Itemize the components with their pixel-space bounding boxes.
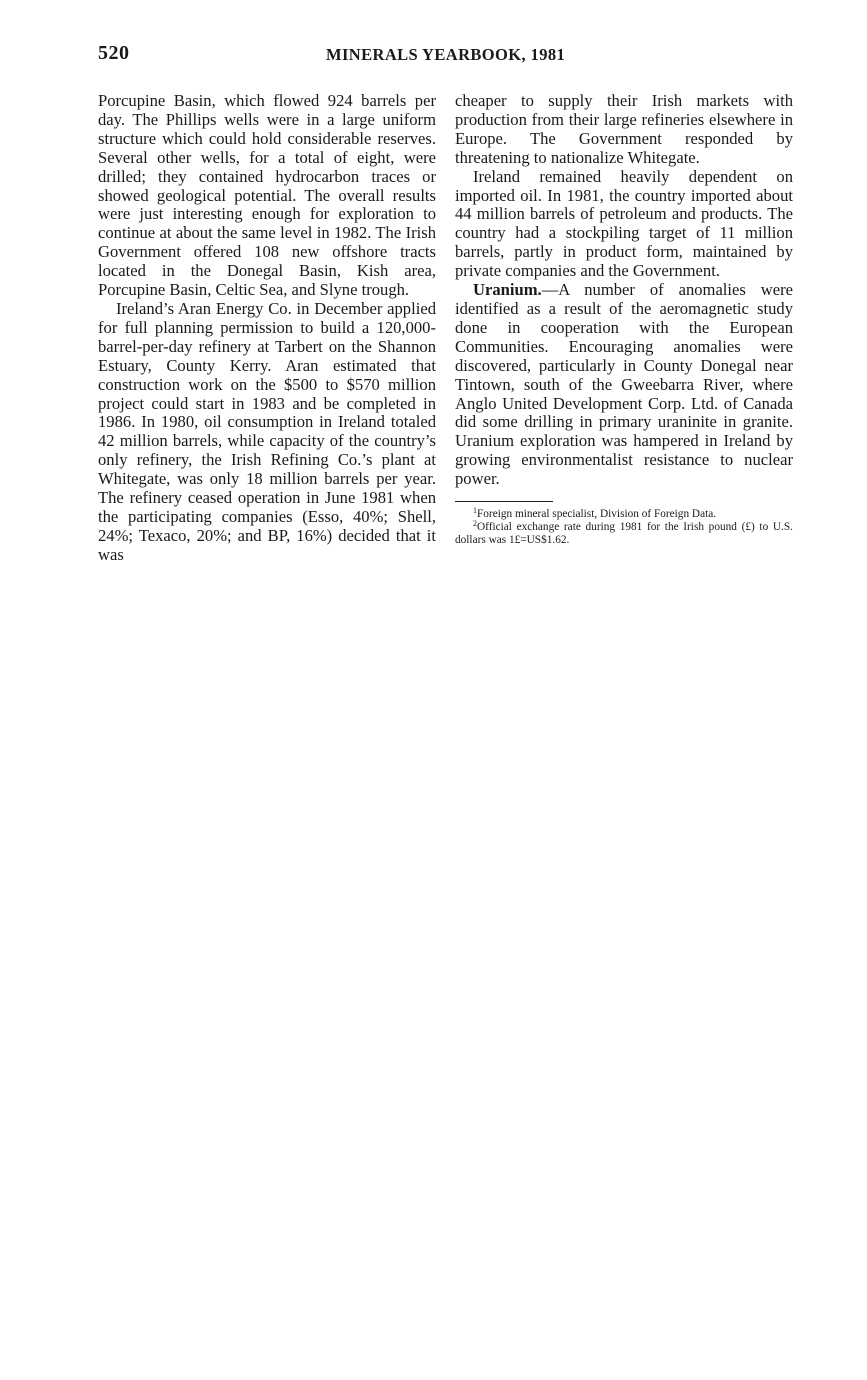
paragraph-whitegate: cheaper to supply their Irish markets with production from their large refineries elsewhere in Europe. The Government responded by threatening to nationalize Whitegate. xyxy=(455,91,793,167)
left-column xyxy=(98,92,436,565)
page-number: 520 xyxy=(98,42,130,64)
paragraph-aran-energy: Ireland’s Aran Energy Co. in December applied for full planning permission to build a 120,000-barrel-per-day refinery at Tarbert on the Shannon Estuary, County Kerry. Aran estimated that construction work on the $500 to $570 million project could start in 1983 and be completed in 1986. In 1980, oil consumption in Ireland totaled 42 million barrels, while capacity of the country’s only refinery, the Irish Refining Co.’s plant at Whitegate, was only 18 million barrels per year. The refinery ceased operation in June 1981 when the participating companies (Esso, 40%; Shell, 24%; Texaco, 20%; and BP, 16%) decided that it was xyxy=(98,298,436,564)
footnote-1-text: Foreign mineral specialist, Division of Foreign Data. xyxy=(477,508,717,521)
paragraph-uranium xyxy=(455,281,793,489)
right-column xyxy=(455,92,793,547)
paragraph-imported-oil: Ireland remained heavily dependent on imported oil. In 1981, the country imported about 44 million barrels of petroleum and products. The country had a stockpiling target of 11 million barrels, partly in product form, maintained by private companies and the Government. xyxy=(455,166,793,281)
uranium-text: —A number of anomalies were identified as a result of the aeromagnetic study done in cooperation with the European Communities. Encouraging anomalies were discovered, particularly in County Donegal near Tintown, south of the Gweebarra River, where Anglo United Development Corp. Ltd. of Canada did some drilling in primary uraninite in granite. Uranium exploration was hampered in Ireland by growing environmentalist resistance to nuclear power. xyxy=(455,280,793,489)
footnote-1-mark: 1 xyxy=(473,506,477,516)
running-title: MINERALS YEARBOOK, 1981 xyxy=(326,45,566,64)
footnote-2-mark: 2 xyxy=(473,519,477,529)
footnote-1 xyxy=(455,508,793,521)
uranium-heading: Uranium. xyxy=(473,280,542,300)
paragraph-porcupine-basin: Porcupine Basin, which flowed 924 barrels per day. The Phillips wells were in a large uniform structure which could hold considerable reserves. Several other wells, for a total of eight, were drilled; they contained hydrocarbon traces or showed geological potential. The overall results were just interesting enough for exploration to continue at about the same level in 1982. The Irish Government offered 108 new offshore tracts located in the Donegal Basin, Kish area, Porcupine Basin, Celtic Sea, and Slyne trough. xyxy=(98,91,436,300)
footnote-divider xyxy=(455,501,553,502)
footnote-2-text: Official exchange rate during 1981 for the Irish pound (£) to U.S. dollars was 1£=US$1.62. xyxy=(455,521,793,547)
footnote-2 xyxy=(455,521,793,547)
